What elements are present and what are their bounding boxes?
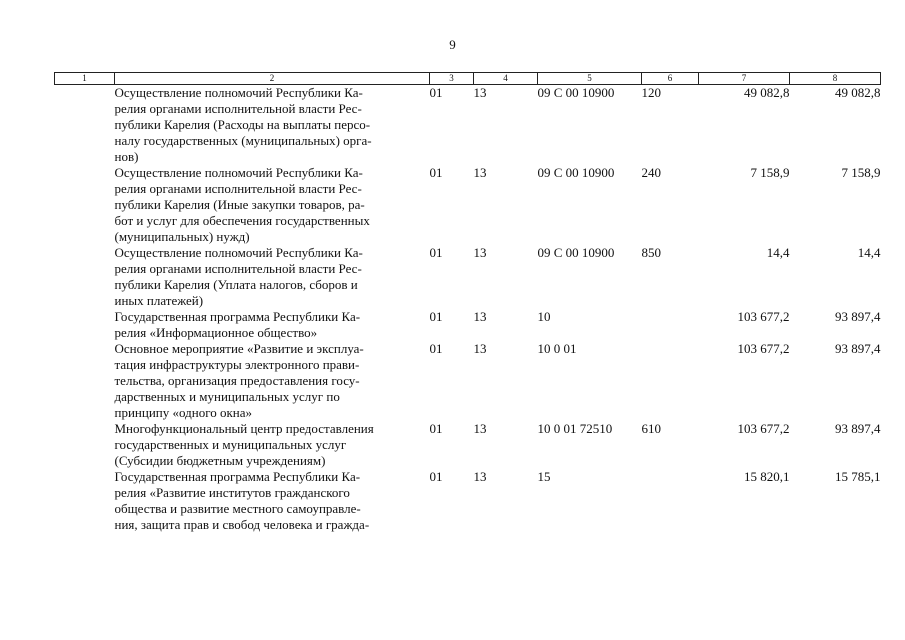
description-line: релия «Информационное общество» [114, 325, 318, 340]
header-col-2: 2 [115, 73, 430, 85]
cell-expense-type: 240 [641, 165, 661, 180]
table-row [55, 421, 881, 469]
cell-amount-col7: 103 677,2 [737, 341, 790, 356]
cell-col-1 [55, 245, 115, 309]
cell-amount-col7: 15 820,1 [744, 469, 790, 484]
cell-description [115, 85, 430, 166]
description-line: тельства, организация предоставления госу- [114, 373, 360, 388]
cell-amount-col8: 93 897,4 [835, 341, 881, 356]
cell-subsection: 13 [473, 245, 487, 260]
description-line: публики Карелия (Уплата налогов, сборов и [114, 277, 358, 292]
description-line: бот и услуг для обеспечения государственных [114, 213, 370, 228]
cell-target-article: 15 [537, 469, 551, 484]
cell-amount-col7: 7 158,9 [750, 165, 790, 180]
cell-expense-type [642, 309, 699, 341]
header-col-7: 7 [699, 73, 790, 85]
cell-amount-col7: 103 677,2 [737, 309, 790, 324]
cell-section: 01 [429, 421, 443, 436]
cell-subsection: 13 [473, 341, 487, 356]
cell-amount-col8: 93 897,4 [835, 421, 881, 436]
cell-amount-col8: 93 897,4 [835, 309, 881, 324]
cell-amount-col8: 15 785,1 [835, 469, 881, 484]
description-line: Многофункциональный центр предоставления [114, 421, 374, 436]
budget-table [54, 72, 881, 533]
description-line: релия органами исполнительной власти Рес- [114, 181, 362, 196]
description-line: ния, защита прав и свобод человека и гражда- [114, 517, 370, 532]
cell-subsection: 13 [473, 469, 487, 484]
table-row [55, 469, 881, 533]
description-line: общества и развитие местного самоуправле- [114, 501, 361, 516]
header-col-1: 1 [55, 73, 115, 85]
cell-description [115, 421, 430, 469]
cell-expense-type [642, 469, 699, 533]
description-line: публики Карелия (Иные закупки товаров, ра- [114, 197, 365, 212]
description-line: дарственных и муниципальных услуг по [114, 389, 340, 404]
cell-section: 01 [429, 165, 443, 180]
cell-amount-col7: 49 082,8 [744, 85, 790, 100]
description-line: налу государственных (муниципальных) орга- [114, 133, 372, 148]
cell-subsection: 13 [473, 165, 487, 180]
description-line: публики Карелия (Расходы на выплаты персо- [114, 117, 371, 132]
cell-subsection: 13 [473, 309, 487, 324]
description-line: Осуществление полномочий Республики Ка- [114, 165, 363, 180]
description-line: релия «Развитие институтов гражданского [114, 485, 350, 500]
cell-expense-type: 610 [641, 421, 661, 436]
cell-col-1 [55, 85, 115, 166]
cell-description [115, 469, 430, 533]
cell-col-1 [55, 469, 115, 533]
table-body [55, 85, 881, 534]
cell-target-article: 10 [537, 309, 551, 324]
cell-target-article: 09 С 00 10900 [537, 85, 615, 100]
cell-section: 01 [429, 469, 443, 484]
description-line: (Субсидии бюджетным учреждениям) [114, 453, 326, 468]
cell-description [115, 165, 430, 245]
cell-description [115, 245, 430, 309]
cell-col-1 [55, 309, 115, 341]
table-row [55, 341, 881, 421]
cell-target-article: 10 0 01 [537, 341, 577, 356]
header-col-4: 4 [474, 73, 538, 85]
cell-description [115, 309, 430, 341]
cell-col-1 [55, 341, 115, 421]
description-line: Государственная программа Республики Ка- [114, 309, 361, 324]
description-line: релия органами исполнительной власти Рес- [114, 261, 362, 276]
cell-amount-col7: 14,4 [766, 245, 790, 260]
cell-target-article: 10 0 01 72510 [537, 421, 613, 436]
description-line: (муниципальных) нужд) [114, 229, 250, 244]
cell-section: 01 [429, 309, 443, 324]
cell-col-1 [55, 165, 115, 245]
table-row [55, 85, 881, 166]
cell-amount-col8: 49 082,8 [835, 85, 881, 100]
cell-expense-type: 120 [641, 85, 661, 100]
header-row [55, 73, 881, 85]
description-line: принципу «одного окна» [114, 405, 252, 420]
cell-amount-col7: 103 677,2 [737, 421, 790, 436]
description-line: Осуществление полномочий Республики Ка- [114, 85, 363, 100]
cell-description [115, 341, 430, 421]
description-line: Основное мероприятие «Развитие и эксплуа- [114, 341, 364, 356]
cell-target-article: 09 С 00 10900 [537, 245, 615, 260]
table-header [55, 73, 881, 85]
table-row [55, 245, 881, 309]
page-number: 9 [449, 37, 456, 52]
cell-subsection: 13 [473, 421, 487, 436]
table-row [55, 309, 881, 341]
cell-col-1 [55, 421, 115, 469]
header-col-6: 6 [642, 73, 699, 85]
description-line: государственных и муниципальных услуг [114, 437, 347, 452]
header-col-5: 5 [538, 73, 642, 85]
cell-section: 01 [429, 341, 443, 356]
description-line: нов) [114, 149, 139, 164]
description-line: Государственная программа Республики Ка- [114, 469, 361, 484]
table-row [55, 165, 881, 245]
cell-section: 01 [429, 85, 443, 100]
description-line: Осуществление полномочий Республики Ка- [114, 245, 363, 260]
cell-expense-type [642, 341, 699, 421]
cell-target-article: 09 С 00 10900 [537, 165, 615, 180]
description-line: релия органами исполнительной власти Рес- [114, 101, 362, 116]
header-col-3: 3 [430, 73, 474, 85]
cell-amount-col8: 7 158,9 [841, 165, 881, 180]
cell-section: 01 [429, 245, 443, 260]
description-line: иных платежей) [114, 293, 204, 308]
cell-expense-type: 850 [641, 245, 661, 260]
header-col-8: 8 [790, 73, 881, 85]
cell-amount-col8: 14,4 [857, 245, 881, 260]
description-line: тация инфраструктуры электронного прави- [114, 357, 360, 372]
cell-subsection: 13 [473, 85, 487, 100]
